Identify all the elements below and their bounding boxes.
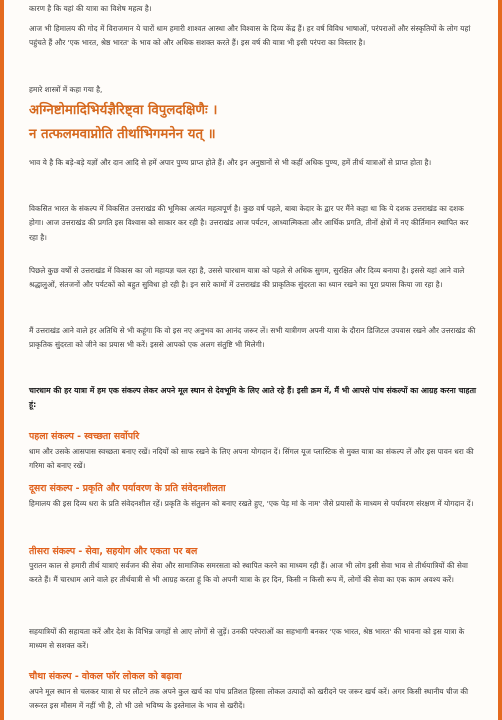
sanskrit-verse-line-1: अग्निष्टोमादिभिर्यज्ञैरिष्ट्वा विपुलदक्षिणैः ।: [29, 103, 218, 118]
paragraph-6: मैं उत्तराखंड आने वाले हर अतिथि से भी कहूंगा कि वो इस नए अनुभव का आनंद जरूर लें। सभी यात्रीगण अपनी यात्रा के दौरान डिजिटल उपवास रखने और उत्तराखंड की प्राकृतिक सुंदरता को जीने का प्रयास भी करें। इससे आपको एक अलग संतुष्टि भी मिलेगी।: [29, 326, 476, 350]
paragraph-5: पिछले कुछ वर्षों से उत्तराखंड में विकास का जो महायज्ञ चल रहा है, उससे चारधाम यात्रा को पहले से अधिक सुगम, सुरक्षित और दिव्य बनाया है। इससे यहां आने वाले श्रद्धालुओं, संतजनों और पर्यटकों को बहुत सुविधा हो रही है। इन सारे कामों में उत्तराखंड की प्राकृतिक सुंदरता का ध्यान रखने का पूरा प्रयास किया जा रहा है।: [29, 266, 465, 290]
paragraph-2: हमारे शास्त्रों में कहा गया है,: [29, 85, 103, 94]
paragraph-11: सहयात्रियों की सहायता करें और देश के विभिन्न जगहों से आए लोगों से जुड़ें। उनकी परंपराओं का सहभागी बनकर 'एक भारत, श्रेष्ठ भारत' की भावना को इस यात्रा के माध्यम से सशक्त करें।: [29, 627, 465, 651]
paragraph-1: आज भी हिमालय की गोद में विराजमान ये चारों धाम हमारी शाश्वत आस्था और विश्वास के दिव्य केंद्र हैं। हर वर्ष विविध भाषाओं, परंपराओं और संस्कृतियों के लोग यहां पहुंचते हैं और 'एक भारत, श्रेष्ठ भारत' के भाव को और अधिक सशक्त करते हैं। इस वर्ष की यात्रा भी इसी परंपरा का विस्तार है।: [29, 24, 471, 48]
paragraph-10: पुरातन काल से हमारी तीर्थ यात्राएं सर्वजन की सेवा और सामाजिक समरसता को स्थापित करने का माध्यम रही हैं। आज भी लोग इसी सेवा भाव से तीर्थयात्रियों की सेवा करते हैं। मैं चारधाम आने वाले हर तीर्थयात्री से भी आग्रह करता हूं कि वो अपनी यात्रा के हर दिन, किसी न किसी रूप में, लोगों की सेवा का एक काम अवश्य करें।: [29, 561, 468, 585]
paragraph-4: विकसित भारत के संकल्प में विकसित उत्तराखंड की भूमिका अत्यंत महत्वपूर्ण है। कुछ वर्ष पहले, बाबा केदार के द्वार पर मैंने कहा था कि ये दशक उत्तराखंड का दशक होगा। आज उत्तराखंड की प्रगति इस विश्वास को साकार कर रही है। उत्तराखंड आज पर्यटन, आध्यात्मिकता और आर्थिक प्रगति, तीनों क्षेत्रों में नए कीर्तिमान स्थापित कर रहा है।: [29, 204, 469, 242]
paragraph-9: हिमालय की इस दिव्य धरा के प्रति संवेदनशील रहें। प्रकृति के संतुलन को बनाए रखते हुए, 'एक पेड़ मां के नाम' जैसे प्रयासों के माध्यम से पर्यावरण संरक्षण में योगदान दें।: [29, 499, 474, 508]
heading-sankalp-1: पहला संकल्प - स्वच्छता सर्वोपरि: [29, 431, 140, 442]
paragraph-3: भाव ये है कि बड़े-बड़े यज्ञों और दान आदि से हमें अपार पुण्य प्राप्त होते हैं। और इन अनुष्ठानों से भी कहीं अधिक पुण्य, हमें तीर्थ यात्राओं से प्राप्त होता है।: [29, 158, 432, 167]
heading-sankalp-3: तीसरा संकल्प - सेवा, सहयोग और एकता पर बल: [29, 546, 198, 557]
heading-sankalp-2: दूसरा संकल्प - प्रकृति और पर्यावरण के प्रति संवेदनशीलता: [29, 483, 226, 494]
paragraph-12: अपने मूल स्थान से चलकर यात्रा से घर लौटने तक अपने कुल खर्च का पांच प्रतिशत हिस्सा लोकल उत्पादों को खरीदने पर जरूर खर्च करें। अगर किसी स्थानीय चीज की जरूरत इस मौसम में नहीं भी है, तो भी उसे भविष्य के इस्तेमाल के भाव से खरीदें।: [29, 687, 469, 711]
sanskrit-verse-line-2: न तत्फलमवाप्नोति तीर्थाभिगमनेन यत् ॥: [29, 127, 216, 142]
paragraph-top: कारण है कि यहां की यात्रा का विशेष महत्व है।: [29, 4, 152, 14]
paragraph-8: धाम और उसके आसपास स्वच्छता बनाए रखें। नदियों को साफ रखने के लिए अपना योगदान दें। सिंगल यूज प्लास्टिक से मुक्त यात्रा का संकल्प लें और इस पावन धरा की गरिमा को बनाए रखें।: [29, 447, 474, 471]
heading-sankalp-4: चौथा संकल्प - वोकल फॉर लोकल को बढ़ावा: [29, 671, 182, 682]
paragraph-7: चारधाम की हर यात्रा में हम एक संकल्प लेकर अपने मूल स्थान से देवभूमि के लिए आते रहे हैं। इसी क्रम में, मैं भी आपसे पांच संकल्पों का आग्रह करना चाहता हूं:: [29, 386, 477, 410]
